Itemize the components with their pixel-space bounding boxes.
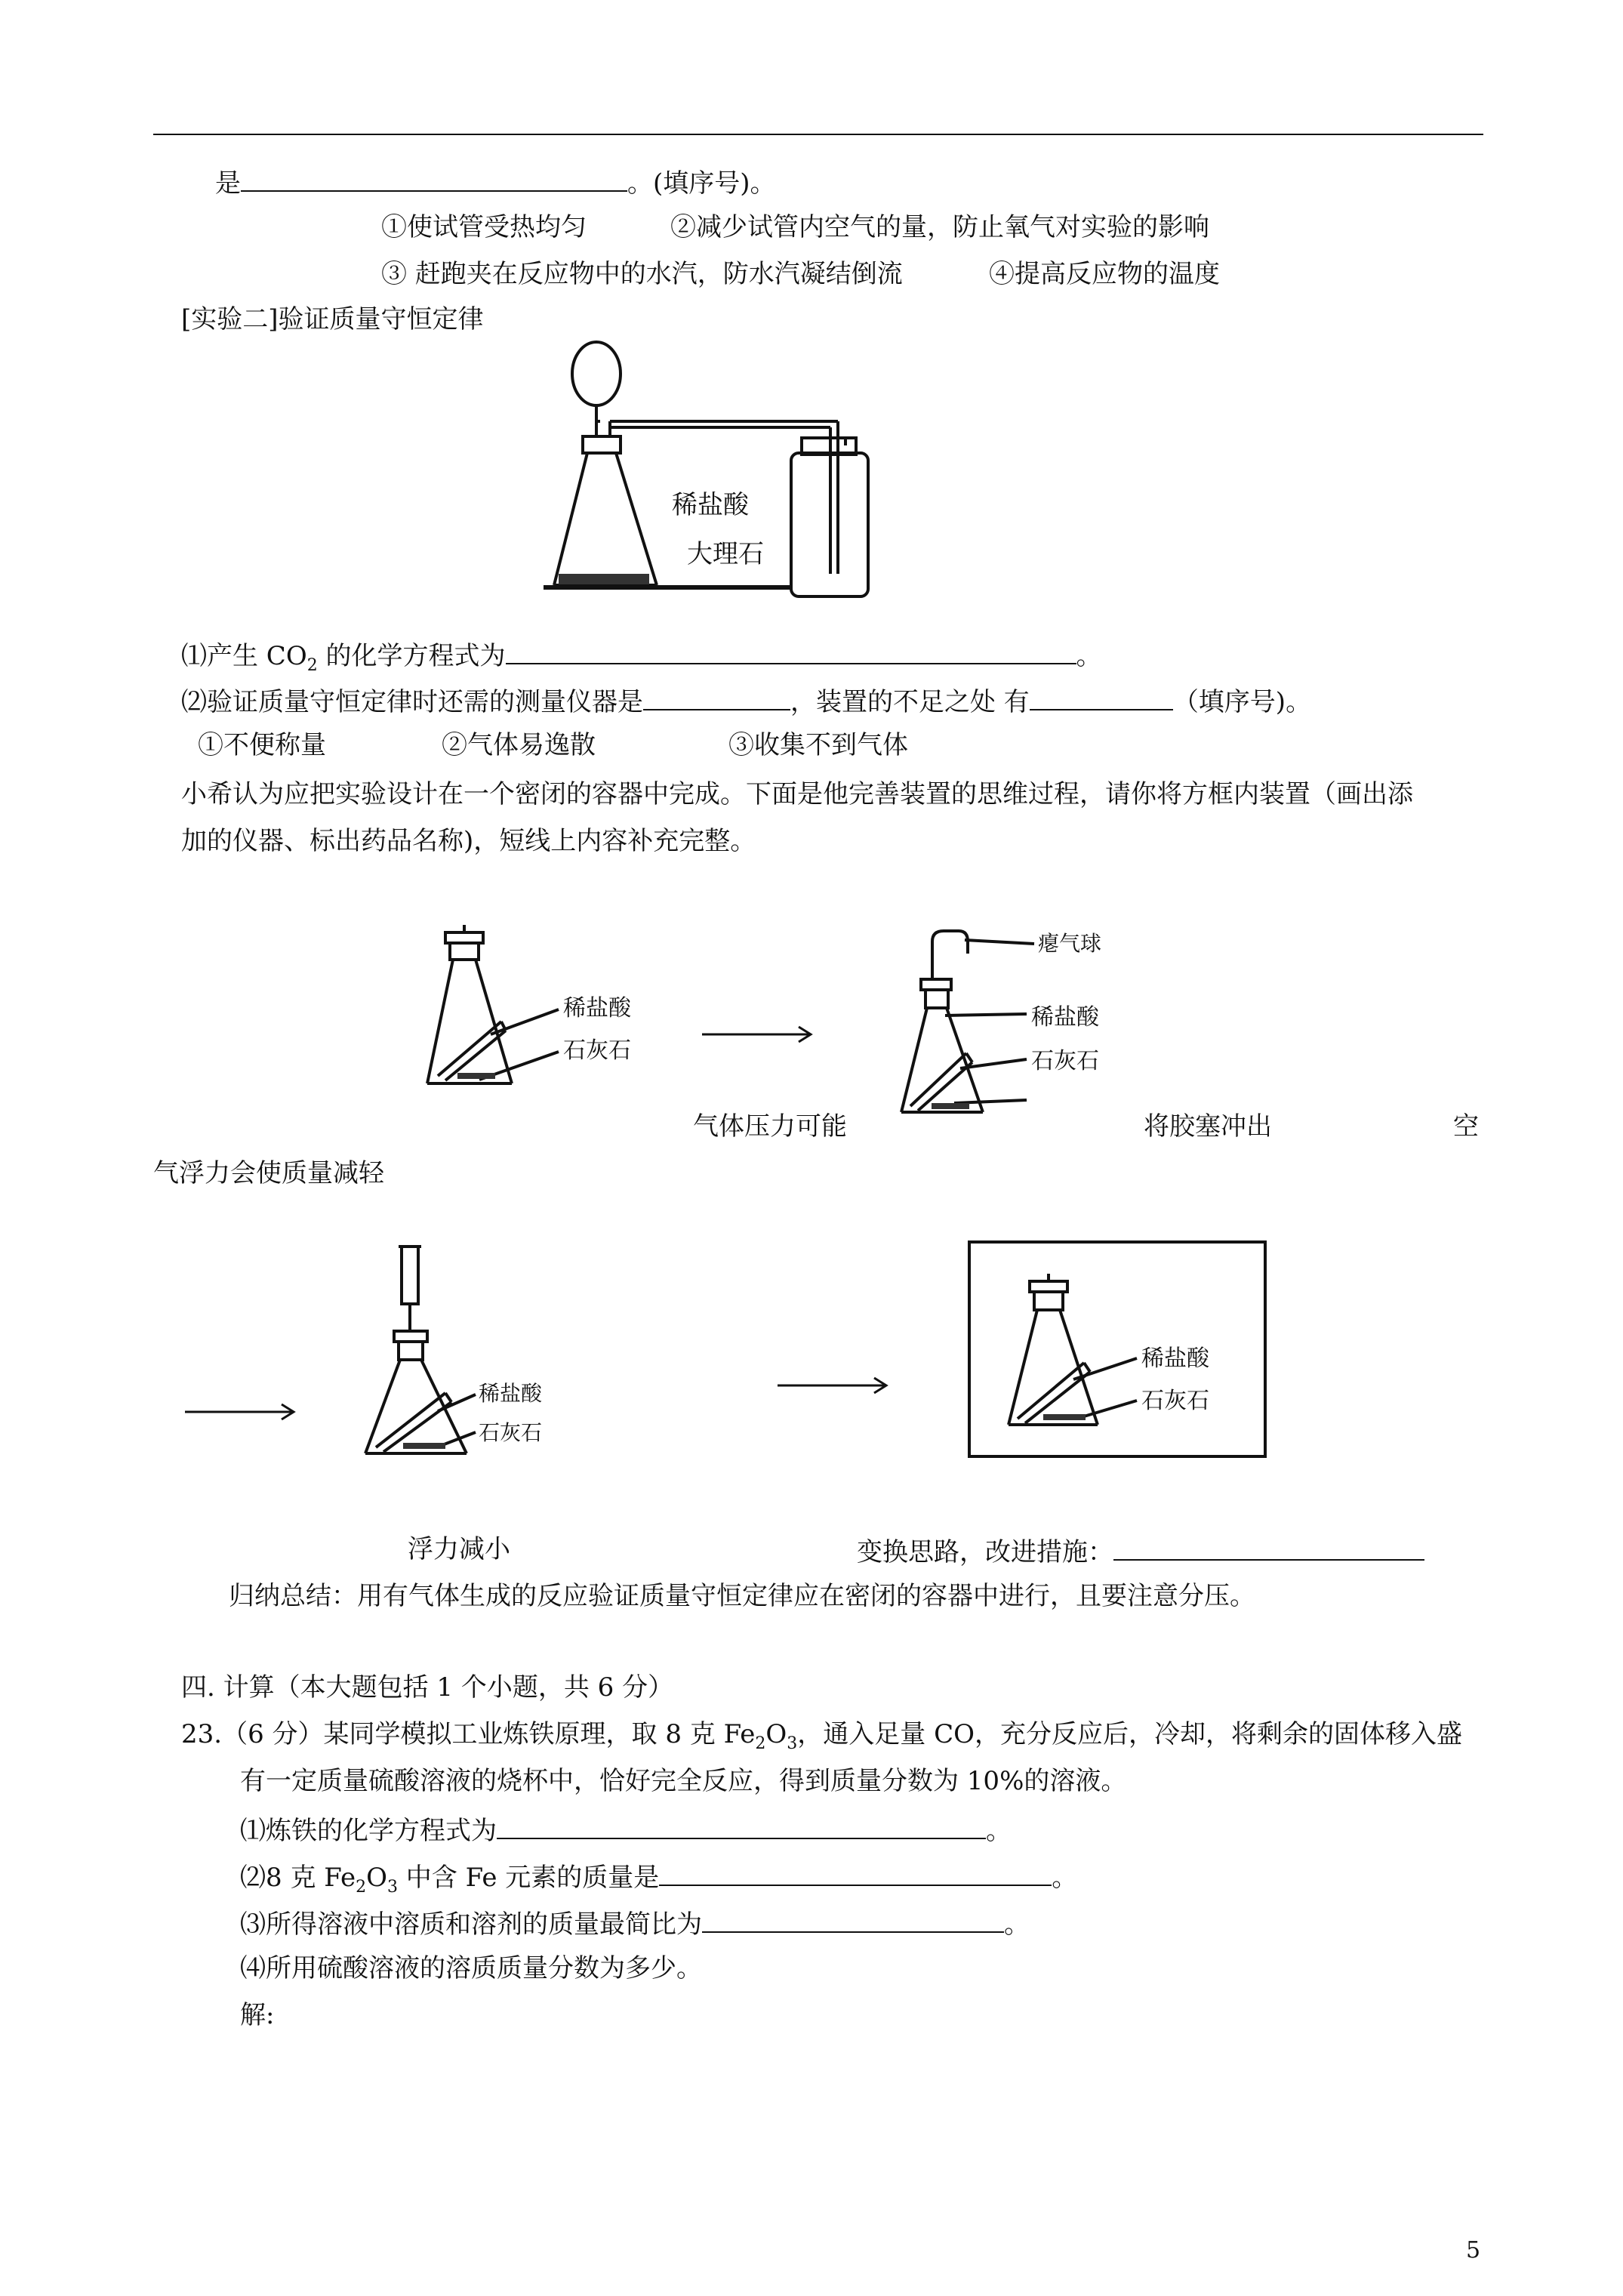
answer-blank[interactable] <box>497 1815 986 1839</box>
summary-text: 归纳总结：用有气体生成的反应验证质量守恒定律应在密闭的容器中进行，且要注意分压。 <box>229 1581 1255 1611</box>
figure-apparatus-1 <box>544 332 906 612</box>
question-2: ⑵验证质量守恒定律时还需的测量仪器是 ，装置的不足之处 有 （填序号)。 <box>181 687 1312 717</box>
svg-text:石灰石: 石灰石 <box>479 1420 543 1445</box>
question-1: ⑴产生 $CO_2$ 的化学方程式为 。 <box>181 641 1102 675</box>
svg-text:稀盐酸: 稀盐酸 <box>1141 1345 1209 1372</box>
answer-blank[interactable] <box>643 686 790 710</box>
caption-buoyancy-reduced: 浮力减小 <box>408 1534 510 1564</box>
answer-line-prev: 是 。(填序号)。 <box>215 168 776 199</box>
answer-blank[interactable] <box>702 1909 1004 1933</box>
section-heading: 四. 计算（本大题包括 1 个小题，共 6 分） <box>181 1672 674 1703</box>
svg-text:稀盐酸: 稀盐酸 <box>563 995 631 1022</box>
q2-option-2: ②气体易逸散 <box>442 730 596 760</box>
option-1: ①使试管受热均匀 <box>381 212 587 242</box>
caption-pressure: 气体压力可能 <box>693 1111 847 1142</box>
answer-blank[interactable] <box>659 1862 1052 1886</box>
svg-text:石灰石: 石灰石 <box>1031 1048 1099 1074</box>
intro-text-2: 加的仪器、标出药品名称)，短线上内容补充完整。 <box>181 826 756 856</box>
answer-blank[interactable] <box>1113 1536 1424 1561</box>
answer-blank[interactable] <box>241 168 627 192</box>
figure-flask-d <box>1001 1274 1250 1447</box>
answer-blank[interactable] <box>1030 686 1173 710</box>
part-1: ⑴炼铁的化学方程式为 。 <box>240 1816 1012 1846</box>
part-2: ⑵8 克 $Fe_2O_3$ 中含 Fe 元素的质量是 。 <box>240 1863 1078 1897</box>
arrow-icon <box>778 1374 891 1397</box>
figure-flask-a <box>423 925 694 1099</box>
q2-option-1: ①不便称量 <box>198 730 326 760</box>
q2-option-3: ③收集不到气体 <box>728 730 908 760</box>
part-4: ⑷所用硫酸溶液的溶质质量分数为多少。 <box>240 1953 702 1983</box>
answer-box[interactable] <box>968 1240 1267 1458</box>
caption-stopper: 将胶塞冲出 <box>1144 1111 1272 1142</box>
fig1-label-acid: 稀盐酸 <box>672 490 749 520</box>
svg-text:瘪气球: 瘪气球 <box>1038 931 1102 956</box>
figure-flask-b <box>891 925 1193 1121</box>
option-3: ③ 赶跑夹在反应物中的水汽，防水汽凝结倒流 <box>381 259 903 289</box>
option-2: ②减少试管内空气的量，防止氧气对实验的影响 <box>670 212 1209 242</box>
caption-buoyancy: 气浮力会使质量减轻 <box>153 1158 384 1188</box>
improvement-line: 变换思路，改进措施： <box>857 1536 1424 1565</box>
arrow-icon <box>702 1023 815 1046</box>
svg-text:石灰石: 石灰石 <box>563 1037 631 1064</box>
svg-text:石灰石: 石灰石 <box>1141 1388 1209 1414</box>
intro-text-1: 小希认为应把实验设计在一个密闭的容器中完成。下面是他完善装置的思维过程，请你将方框内装置（画出添 <box>181 779 1413 809</box>
figure-flask-c <box>355 1242 596 1461</box>
caption-air: 空 <box>1453 1111 1479 1142</box>
page-number: 5 <box>1466 2237 1481 2264</box>
answer-blank[interactable] <box>506 640 1076 664</box>
arrow-icon <box>185 1401 298 1423</box>
question-23-line1: 23.（6 分）某同学模拟工业炼铁原理，取 8 克 $Fe_2O_3$，通入足量 CO，充分反应后，冷却，将剩余的固体移入盛 <box>181 1719 1462 1753</box>
header-rule <box>153 134 1483 135</box>
part-3: ⑶所得溶液中溶质和溶剂的质量最简比为 。 <box>240 1909 1030 1940</box>
question-23-line2: 有一定质量硫酸溶液的烧杯中，恰好完全反应，得到质量分数为 10%的溶液。 <box>240 1766 1127 1796</box>
fig1-label-marble: 大理石 <box>687 539 764 569</box>
solution-label: 解: <box>240 2000 275 2030</box>
option-4: ④提高反应物的温度 <box>989 259 1220 289</box>
svg-text:稀盐酸: 稀盐酸 <box>1031 1004 1099 1031</box>
experiment-title: [实验二]验证质量守恒定律 <box>181 304 484 334</box>
svg-text:稀盐酸: 稀盐酸 <box>479 1381 543 1406</box>
